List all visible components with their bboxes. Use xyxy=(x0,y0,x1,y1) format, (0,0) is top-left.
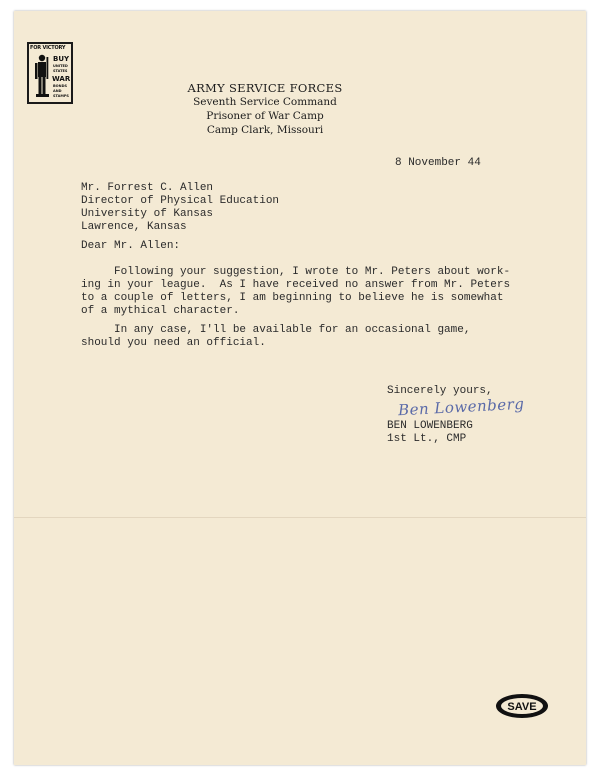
closing: Sincerely yours, xyxy=(387,385,493,397)
recipient-line: Lawrence, Kansas xyxy=(81,221,187,233)
body-line: ing in your league. As I have received no answer from Mr. Peters xyxy=(81,279,511,291)
letter-date: 8 November 44 xyxy=(395,157,481,169)
recipient-line: Mr. Forrest C. Allen xyxy=(81,182,214,194)
body-line: Following your suggestion, I wrote to Mr. Peters about work- xyxy=(81,266,511,278)
body-line: should you need an official. xyxy=(81,337,266,349)
body-line: In any case, I'll be available for an occasional game, xyxy=(81,324,471,336)
seal-united: UNITED xyxy=(53,64,68,68)
save-stamp-label: SAVE xyxy=(507,701,537,713)
typed-name: BEN LOWENBERG xyxy=(387,420,473,432)
seal-war: WAR xyxy=(52,75,71,83)
seal-bonds: BONDS xyxy=(53,84,67,88)
signature-block xyxy=(387,420,473,446)
letterhead-command: Seventh Service Command xyxy=(193,96,337,108)
seal-stamps: STAMPS xyxy=(53,94,69,98)
letterhead-facility: Prisoner of War Camp xyxy=(206,110,324,122)
letterhead-organization: ARMY SERVICE FORCES xyxy=(187,81,343,95)
recipient-line: University of Kansas xyxy=(81,208,214,220)
soldier-icon xyxy=(32,53,52,101)
war-bonds-seal xyxy=(27,42,73,104)
save-stamp xyxy=(495,693,549,719)
recipient-line: Director of Physical Education xyxy=(81,195,280,207)
fold-line xyxy=(14,517,586,518)
rank: 1st Lt., CMP xyxy=(387,433,467,445)
body-paragraph-1 xyxy=(81,266,510,318)
seal-and: AND xyxy=(53,89,62,93)
seal-buy: BUY xyxy=(53,55,70,63)
body-paragraph-2 xyxy=(81,324,470,350)
seal-top-text: FOR VICTORY xyxy=(30,45,66,51)
handwritten-signature: Ben Lowenberg xyxy=(397,394,525,420)
seal-states: STATES xyxy=(53,69,68,73)
recipient-address xyxy=(81,182,279,234)
letterhead-location: Camp Clark, Missouri xyxy=(206,124,324,136)
salutation: Dear Mr. Allen: xyxy=(81,240,181,252)
body-line: to a couple of letters, I am beginning to believe he is somewhat xyxy=(81,292,504,304)
letterhead xyxy=(180,81,350,137)
body-line: of a mythical character. xyxy=(81,305,240,317)
